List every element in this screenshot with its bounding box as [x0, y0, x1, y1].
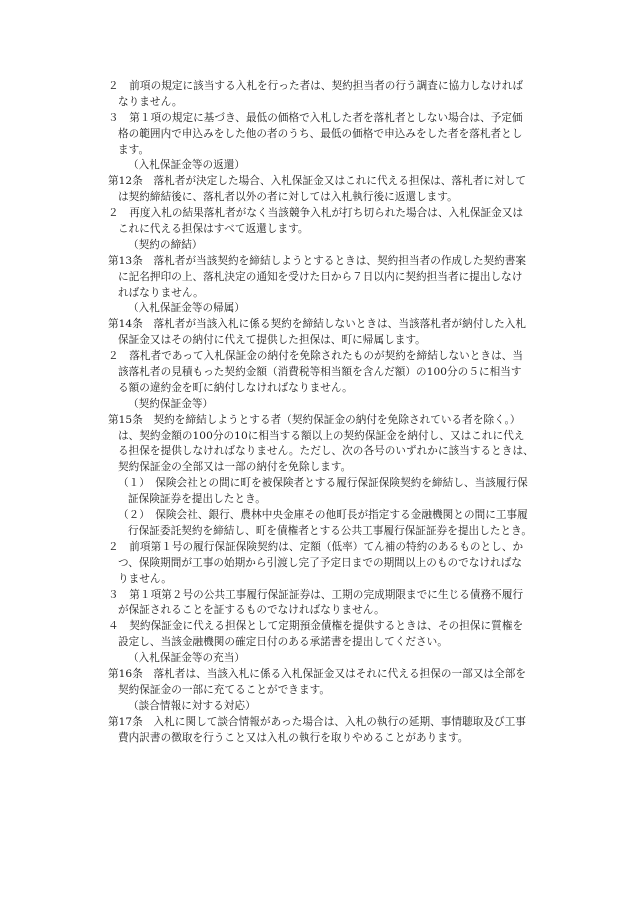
text-line: ３ 第１項第２号の公共工事履行保証証券は、工期の完成期限までに生じる債務不履行 [108, 588, 524, 601]
text-line: ２ 落札者であって入札保証金の納付を免除されたものが契約を締結しないときは、当 [108, 350, 523, 363]
text-line: （入札保証金等の返還） [128, 159, 246, 172]
text-line: 契約保証金の全部又は一部の納付を免除します。 [118, 461, 352, 474]
text-line: 第15条 契約を締結しようとする者（契約保証金の納付を免除されている者を除く。） [108, 413, 521, 426]
text-line: 証保険証券を提出したとき。 [128, 493, 266, 506]
text-line: 第12条 落札者が決定した場合、入札保証金又はこれに代える担保は、落札者に対して [108, 175, 527, 188]
text-line: 第14条 落札者が当該入札に係る契約を締結しないときは、当該落札者が納付した入札 [108, 318, 527, 331]
text-line: ます。 [118, 143, 150, 156]
text-line: ２ 再度入札の結果落札者がなく当該競争入札が打ち切られた場合は、入札保証金又は [108, 207, 524, 220]
text-line: 費内訳書の徴取を行うこと又は入札の執行を取りやめることがあります。 [118, 731, 469, 744]
text-line: （契約保証金等） [128, 397, 214, 410]
text-line: 格の範囲内で申込みをした他の者のうち、最低の価格で申込みをした者を落札者とし [118, 127, 523, 140]
text-line: これに代える担保はすべて返還します。 [118, 223, 309, 236]
text-line: ２ 前項第１号の履行保証保険契約は、定額（低率）てん補の特約のあるものとし、か [108, 540, 524, 553]
text-line: （入札保証金等の帰属） [128, 302, 246, 315]
text-line: 契約保証金の一部に充てることができます。 [118, 683, 331, 696]
text-line: 第13条 落札者が当該契約を締結しようとするときは、契約担当者の作成した契約書案 [108, 254, 527, 267]
text-line: る額の違約金を町に納付しなければなりません。 [118, 381, 353, 394]
text-line: は契約締結後に、落札者以外の者に対しては入札執行後に返還します。 [118, 191, 458, 204]
text-line: りません。 [118, 572, 172, 585]
text-line: る担保を提供しなければなりません。ただし、次の各号のいずれかに該当するときは、 [118, 445, 534, 458]
text-line: （１） 保険会社との間に町を被保険者とする履行保証保険契約を締結し、当該履行保 [118, 477, 528, 490]
text-line: に記名押印の上、落札決定の通知を受けた日から７日以内に契約担当者に提出しなけ [118, 270, 523, 283]
text-line: 設定し、当該金融機関の確定日付のある承諾書を提出してください。 [118, 636, 448, 649]
text-line: ３ 第１項の規定に基づき、最低の価格で入札した者を落札者としない場合は、予定価 [108, 111, 523, 124]
document-body [108, 79, 534, 746]
text-line: 該落札者の見積もった契約金額（消費税等相当額を含んだ額）の100分の５に相当す [118, 366, 522, 379]
text-line: ればなりません。 [118, 286, 204, 299]
text-line: は、契約金額の100分の10に相当する額以上の契約保証金を納付し、又はこれに代え [118, 429, 525, 442]
text-line: （入札保証金等の充当） [128, 652, 246, 665]
text-line: ４ 契約保証金に代える担保として定期預金債権を提供するときは、その担保に質権を [108, 620, 524, 633]
text-line: が保証されることを証するものでなければなりません。 [118, 604, 385, 617]
text-line: なりません。 [118, 95, 183, 108]
text-line: つ、保険期間が工事の始期から引渡し完了予定日までの期間以上のものでなければな [118, 556, 523, 569]
text-line: （談合情報に対する対応） [128, 699, 256, 712]
text-line: ２ 前項の規定に該当する入札を行った者は、契約担当者の行う調査に協力しなければ [108, 80, 524, 92]
text-line: 第17条 入札に関して談合情報があった場合は、入札の執行の延期、事情聴取及び工事 [108, 715, 526, 728]
text-line: 保証金又はその納付に代えて提供した担保は、町に帰属します。 [118, 334, 426, 347]
text-line: 第16条 落札者は、当該入札に係る入札保証金又はそれに代える担保の一部又は全部を [108, 667, 527, 680]
text-line: 行保証委託契約を締結し、町を債権者とする公共工事履行保証証券を提出したとき。 [128, 524, 533, 537]
text-line: （契約の締結） [128, 238, 203, 251]
text-line: （２） 保険会社、銀行、農林中央金庫その他町長が指定する金融機関との間に工事履 [118, 509, 528, 522]
